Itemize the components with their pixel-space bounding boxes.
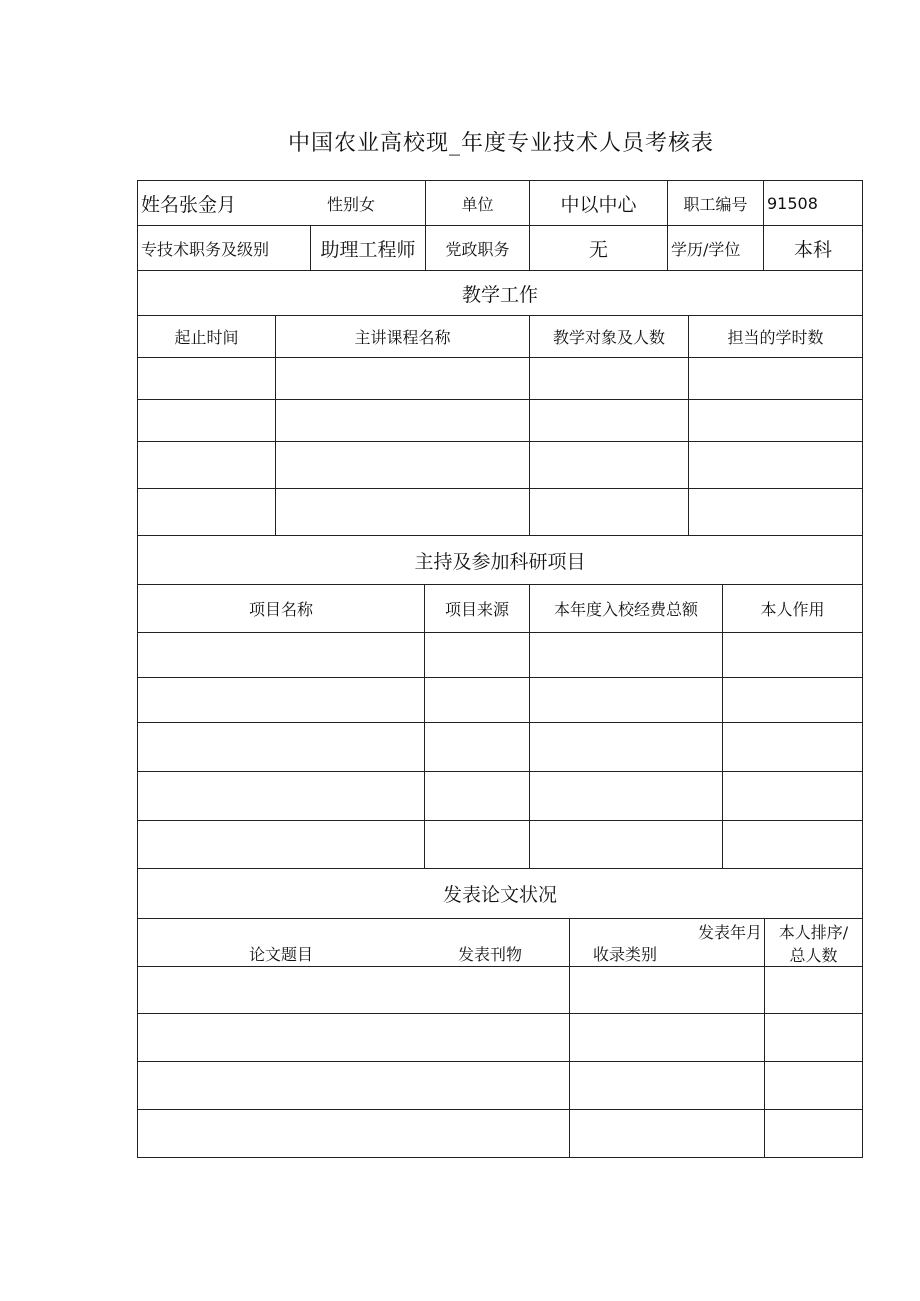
research-heading: 主持及参加科研项目 bbox=[414, 550, 586, 573]
papers-col-title: 论文题目 bbox=[248, 944, 313, 964]
title-label: 专技术职务及级别 bbox=[141, 239, 270, 259]
papers-col-category: 收录类别 bbox=[593, 944, 658, 964]
party-value: 无 bbox=[588, 238, 608, 261]
research-col-funding: 本年度入校经费总额 bbox=[553, 600, 698, 619]
name-field bbox=[138, 181, 268, 225]
research-col-source: 项目来源 bbox=[444, 600, 509, 619]
gender-label: 性别 bbox=[327, 194, 360, 214]
teaching-col-hours: 担当的学时数 bbox=[727, 328, 824, 347]
unit-value: 中以中心 bbox=[560, 193, 637, 216]
unit-label: 单位 bbox=[461, 194, 494, 214]
papers-col-year: 发表年月 bbox=[697, 922, 762, 942]
edu-label: 学历/学位 bbox=[671, 239, 741, 259]
name-label: 姓名 bbox=[141, 193, 180, 216]
teaching-col-period: 起止时间 bbox=[174, 328, 239, 347]
papers-heading: 发表论文状况 bbox=[442, 884, 557, 906]
research-col-name: 项目名称 bbox=[248, 600, 313, 619]
edu-value: 本科 bbox=[793, 238, 832, 261]
papers-col-rank-line2: 总人数 bbox=[789, 945, 838, 965]
teaching-col-students: 教学对象及人数 bbox=[552, 328, 665, 347]
page-title: 中国农业高校现_年度专业技术人员考核表 bbox=[287, 131, 714, 156]
papers-col-rank-line1: 本人排序/ bbox=[778, 922, 849, 942]
staff-id-value: 91508 bbox=[767, 193, 818, 213]
teaching-col-course: 主讲课程名称 bbox=[354, 328, 451, 347]
party-label: 党政职务 bbox=[445, 239, 510, 259]
papers-col-journal: 发表刊物 bbox=[457, 944, 522, 964]
name-value: 张金月 bbox=[179, 193, 237, 216]
staff-id-label: 职工编号 bbox=[683, 194, 748, 214]
gender-value: 女 bbox=[359, 194, 376, 214]
teaching-heading: 教学工作 bbox=[461, 283, 538, 306]
title-value: 助理工程师 bbox=[320, 238, 416, 261]
gender-field bbox=[324, 181, 424, 225]
research-col-role: 本人作用 bbox=[760, 600, 825, 619]
